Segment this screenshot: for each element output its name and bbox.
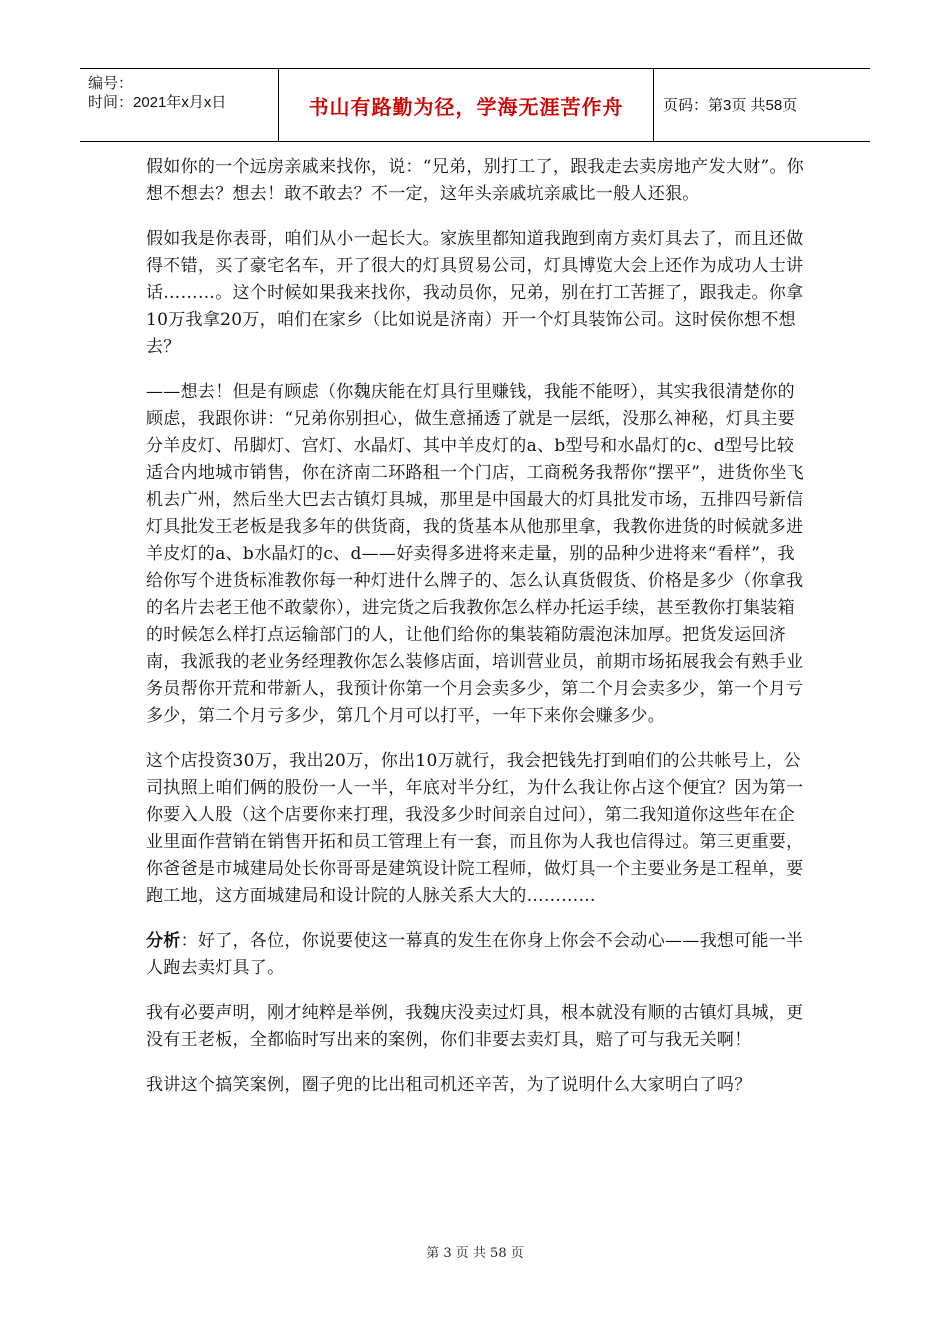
document-date-label: 时间：2021年x月x日 <box>88 94 227 111</box>
header-page-code: 页码：第3页 共58页 <box>663 97 798 114</box>
analysis-paragraph <box>146 928 806 982</box>
header-motto-cell <box>278 69 654 141</box>
body-paragraph: 我讲这个搞笑案例，圈子兜的比出租司机还辛苦，为了说明什么大家明白了吗？ <box>146 1075 752 1095</box>
body-paragraph: 这个店投资30万，我出20万，你出10万就行，我会把钱先打到咱们的公共帐号上，公司执照上咱们俩的股份一人一半，年底对半分红，为什么我让你占这个便宜？因为第一你要入人股（这个店要你来打理，我没多少时间亲自过问），第二我知道你这些年在企业里面作营销在销售开拓和员工管理上有一套，而且你为人我也信得过。第三更重要，你爸爸是市城建局处长你哥哥是建筑设计院工程师，做灯具一个主要业务是工程单，要跑工地，这方面城建局和设计院的人脉关系大大的………… <box>146 751 804 906</box>
analysis-text: ：好了，各位，你说要使这一幕真的发生在你身上你会不会动心——我想可能一半人跑去卖灯具了。 <box>146 931 804 978</box>
header-info-cell <box>80 69 278 141</box>
page-footer: 第 3 页 共 58 页 <box>426 1246 524 1261</box>
body-paragraph: 假如我是你表哥，咱们从小一起长大。家族里都知道我跑到南方卖灯具去了，而且还做得不错，买了豪宅名车，开了很大的灯具贸易公司，灯具博览大会上还作为成功人士讲话………。这个时候如果我来找你，我动员你，兄弟，别在打工苦捱了，跟我走。你拿10万我拿20万，咱们在家乡（比如说是济南）开一个灯具装饰公司。这时侯你想不想去？ <box>146 229 804 357</box>
body-paragraph: 假如你的一个远房亲戚来找你，说：“兄弟，别打工了，跟我走去卖房地产发大财”。你想不想去？想去！敢不敢去？不一定，这年头亲戚坑亲戚比一般人还狠。 <box>146 157 805 204</box>
header-page-cell <box>654 69 870 141</box>
body-paragraph: 我有必要声明，刚才纯粹是举例，我魏庆没卖过灯具，根本就没有顺的古镇灯具城，更没有王老板，全都临时写出来的案例，你们非要去卖灯具，赔了可与我无关啊！ <box>146 1003 804 1050</box>
header-motto: 书山有路勤为径，学海无涯苦作舟 <box>308 95 624 119</box>
document-header <box>80 68 870 142</box>
document-number-label: 编号： <box>88 75 134 92</box>
analysis-label: 分析 <box>146 931 181 951</box>
document-body <box>146 154 806 1117</box>
body-paragraph: ——想去！但是有顾虑（你魏庆能在灯具行里赚钱，我能不能呀），其实我很清楚你的顾虑，我跟你讲：“兄弟你别担心，做生意捅透了就是一层纸，没那么神秘，灯具主要分羊皮灯、吊脚灯、宫灯、水晶灯、其中羊皮灯的a、b型号和水晶灯的c、d型号比较适合内地城市销售，你在济南二环路租一个门店，工商税务我帮你“摆平”，进货你坐飞机去广州，然后坐大巴去古镇灯具城，那里是中国最大的灯具批发市场，五排四号新信灯具批发王老板是我多年的供货商，我的货基本从他那里拿，我教你进货的时候就多进羊皮灯的a、b水晶灯的c、d——好卖得多进将来走量，别的品种少进将来“看样”，我给你写个进货标准教你每一种灯进什么牌子的、怎么认真货假货、价格是多少（你拿我的名片去老王他不敢蒙你），进完货之后我教你怎么样办托运手续，甚至教你打集装箱的时候怎么样打点运输部门的人，让他们给你的集装箱防震泡沫加厚。把货发运回济南，我派我的老业务经理教你怎么装修店面，培训营业员，前期市场拓展我会有熟手业务员帮你开荒和带新人，我预计你第一个月会卖多少，第二个月会卖多少，第一个月亏多少，第二个月亏多少，第几个月可以打平，一年下来你会赚多少。 <box>146 382 805 726</box>
